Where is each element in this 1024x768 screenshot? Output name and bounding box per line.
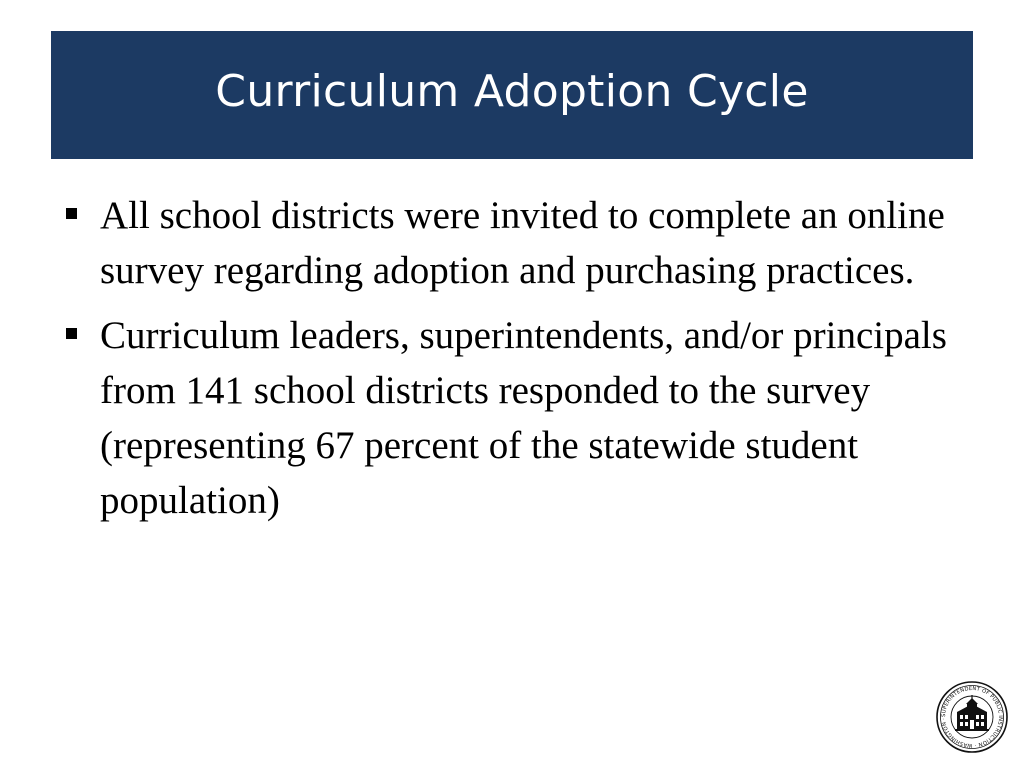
square-bullet-icon [66,208,77,219]
ospi-seal-icon [936,681,1008,753]
title-bar [51,31,973,159]
svg-text:SUPERINTENDENT OF PUBLIC INSTR: SUPERINTENDENT OF PUBLIC INSTRUCTION · WASHINGTON · [940,685,1004,749]
square-bullet-icon [66,328,77,339]
bullet-item [62,188,982,298]
bullet-text: Curriculum leaders, superintendents, and/or principals from 141 school districts responded to the survey (representing 67 percent of the statewide student population) [100,314,947,522]
bullet-list [62,188,982,538]
slide-title: Curriculum Adoption Cycle [215,65,809,117]
bullet-text: All school districts were invited to complete an online survey regarding adoption and purchasing practices. [100,194,945,292]
bullet-item [62,308,982,528]
